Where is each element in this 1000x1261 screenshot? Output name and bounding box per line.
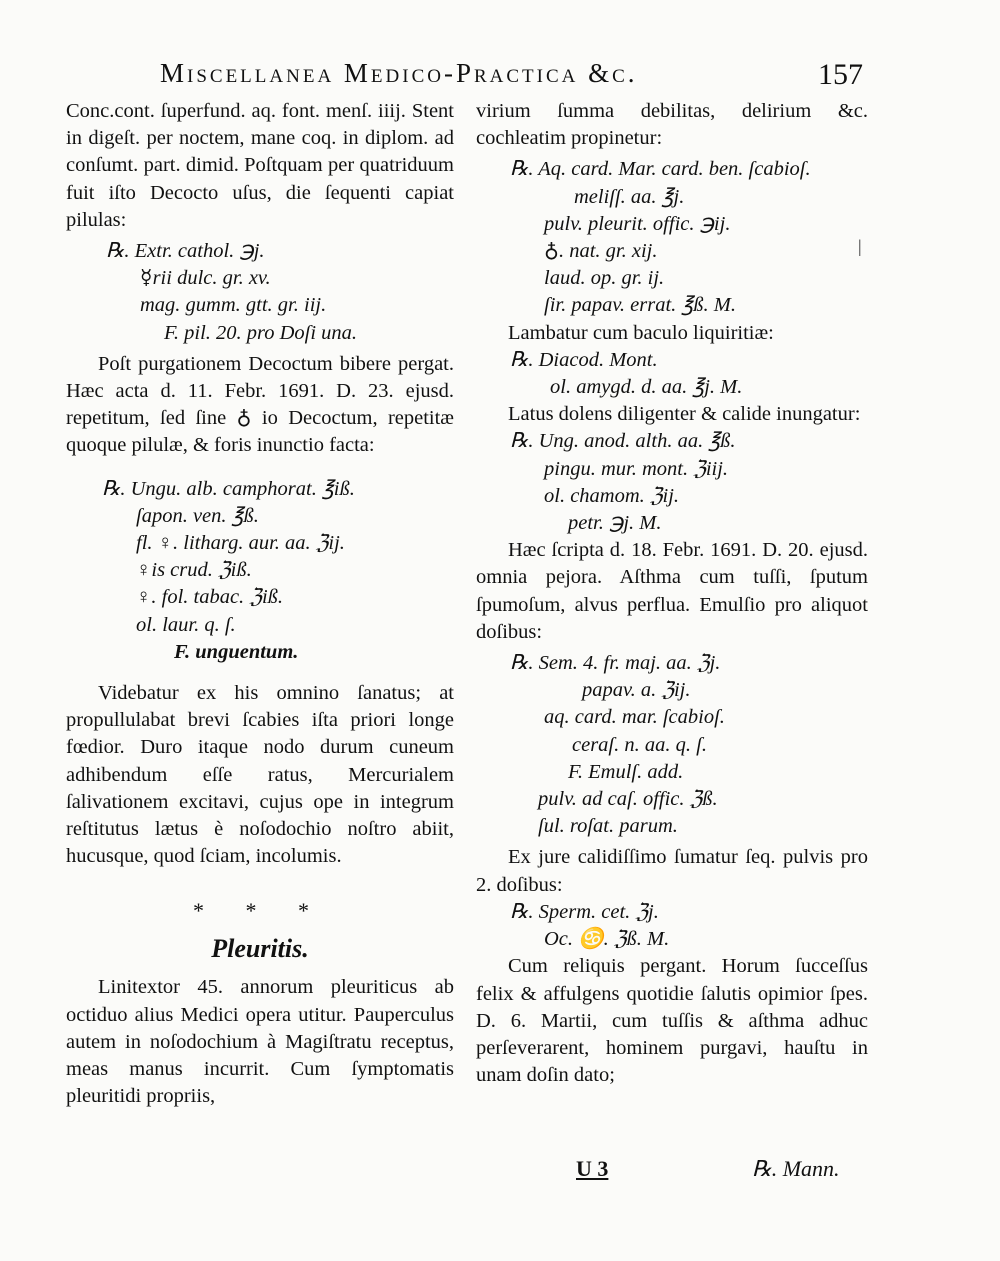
prescription-line: pulv. ad caſ. offic. ℨß.: [538, 788, 718, 811]
section-title: Pleuritis.: [211, 934, 309, 964]
prescription-line: ol. amygd. d. aa. ℥j. M.: [550, 376, 743, 399]
prescription-line: aq. card. mar. ſcabioſ.: [544, 706, 725, 729]
prescription: [106, 238, 454, 347]
paragraph: Latus dolens diligenter & calide inungatur:: [508, 403, 861, 426]
prescription: [510, 156, 868, 319]
paragraph: Lambatur cum baculo liquiritiæ:: [508, 321, 774, 344]
prescription-line: ℞. Diacod. Mont.: [510, 348, 658, 371]
prescription-line: ♀. fol. tabac. ℨiß.: [136, 586, 284, 609]
section-ornament: * * *: [193, 898, 327, 924]
prescription: [102, 476, 454, 666]
prescription-line: fl. ♀. litharg. aur. aa. ℨij.: [136, 532, 345, 555]
prescription: [510, 899, 868, 953]
prescription-line: ℞. Aq. card. Mar. card. ben. ſcabioſ.: [510, 158, 811, 181]
paragraph: Linitextor 45. annorum pleuriticus ab octiduo alius Medici opera utitur. Pauperculus autem in noſodochium à Magiſtratu receptus, meas manus incurrit. Cum ſymptomatis pleuritidi propriis,: [66, 976, 454, 1108]
prescription-line: ♁. nat. gr. xij.: [544, 240, 658, 263]
prescription-line: ℞. Sem. 4. fr. maj. aa. ℨj.: [510, 652, 721, 675]
paragraph: Cum reliquis pergant. Horum ſucceſſus felix & affulgens quotidie ſalutis opimior ſpes. D. 6. Martii, cum tuſſis & aſthma adhuc perſeverarent, hominem purgavi, hauſtu in unam doſin dato;: [476, 955, 868, 1087]
paragraph: Poſt purgationem Decoctum bibere pergat. Hæc acta d. 11. Febr. 1691. D. 23. ejusd. repetitum, ſed ſine ♁ io Decoctum, repetitæ quoque pilulæ, & foris inunctio facta:: [66, 352, 454, 457]
catchword: ℞. Mann.: [752, 1156, 840, 1181]
prescription-line: F. unguentum.: [174, 640, 299, 663]
right-column: [476, 98, 868, 1089]
prescription-line: ol. laur. q. ſ.: [136, 613, 236, 636]
prescription-line: F. Emulſ. add.: [568, 760, 684, 783]
prescription-line: mag. gumm. gtt. gr. iij.: [140, 294, 327, 317]
signature-mark: U 3: [576, 1156, 609, 1181]
prescription-line: ſir. papav. errat. ℥ß. M.: [544, 294, 736, 317]
prescription-line: ol. chamom. ℨij.: [544, 484, 680, 507]
prescription-line: papav. a. ℨij.: [582, 679, 691, 702]
margin-mark: |: [858, 236, 862, 256]
paragraph: virium ſumma debilitas, delirium &c. cochleatim propinetur:: [476, 100, 868, 150]
prescription-line: pingu. mur. mont. ℨiij.: [544, 457, 729, 480]
paragraph: Hæc ſcripta d. 18. Febr. 1691. D. 20. ejusd. omnia pejora. Aſthma cum tuſſi, ſputum ſpumoſum, alvus perflua. Emulſio pro aliquot doſibus:: [476, 539, 868, 643]
prescription-line: petr. ℈j. M.: [568, 512, 662, 535]
prescription-line: pulv. pleurit. offic. ℈ij.: [544, 212, 731, 235]
prescription: [510, 428, 868, 537]
prescription: [510, 650, 868, 840]
prescription-line: ☿rii dulc. gr. xv.: [140, 267, 271, 290]
prescription-line: ceraſ. n. aa. q. ſ.: [572, 733, 707, 756]
prescription-line: ℞. Ungu. alb. camphorat. ℥iß.: [102, 477, 355, 500]
running-title: Miscellanea Medico-Practica &c.: [160, 58, 638, 88]
paragraph: Conc.cont. ſuperfund. aq. font. menſ. iiij. Stent in digeſt. per noctem, mane coq. in diplom. ad conſumt. part. dimid. Poſtquam per quatriduum fuit iſto Decocto uſus, die ſequenti capiat pilulas:: [66, 100, 454, 231]
prescription-line: ℞. Ung. anod. alth. aa. ℥ß.: [510, 430, 736, 453]
prescription-line: laud. op. gr. ij.: [544, 267, 665, 290]
prescription-line: F. pil. 20. pro Doſi una.: [164, 321, 358, 344]
prescription-line: ſapon. ven. ℥ß.: [136, 504, 259, 527]
prescription-line: ℞. Sperm. cet. ℨj.: [510, 900, 659, 923]
paragraph: Videbatur ex his omnino ſanatus; at propullulabat brevi ſcabies iſta priori longe fœdior. Duro itaque nodo durum cuneum adhibendum eſſe ratus, Mercurialem ſalivationem excitavi, cujus ope in integrum reſtitutus lætus è noſodochio noſtro abiit, hucusque, quod ſciam, incolumis.: [66, 682, 454, 868]
prescription-line: meliſſ. aa. ℥j.: [574, 185, 685, 208]
prescription-line: Oc. ♋. ℨß. M.: [544, 928, 670, 951]
prescription-line: ♀is crud. ℨiß.: [136, 559, 252, 582]
paragraph: Ex jure calidiſſimo ſumatur ſeq. pulvis pro 2. doſibus:: [476, 846, 868, 896]
prescription-line: ſul. roſat. parum.: [538, 815, 678, 838]
page-number: 157: [818, 58, 863, 91]
prescription-line: ℞. Extr. cathol. ℈j.: [106, 240, 265, 263]
prescription: [510, 347, 868, 401]
left-column: [66, 98, 454, 1111]
